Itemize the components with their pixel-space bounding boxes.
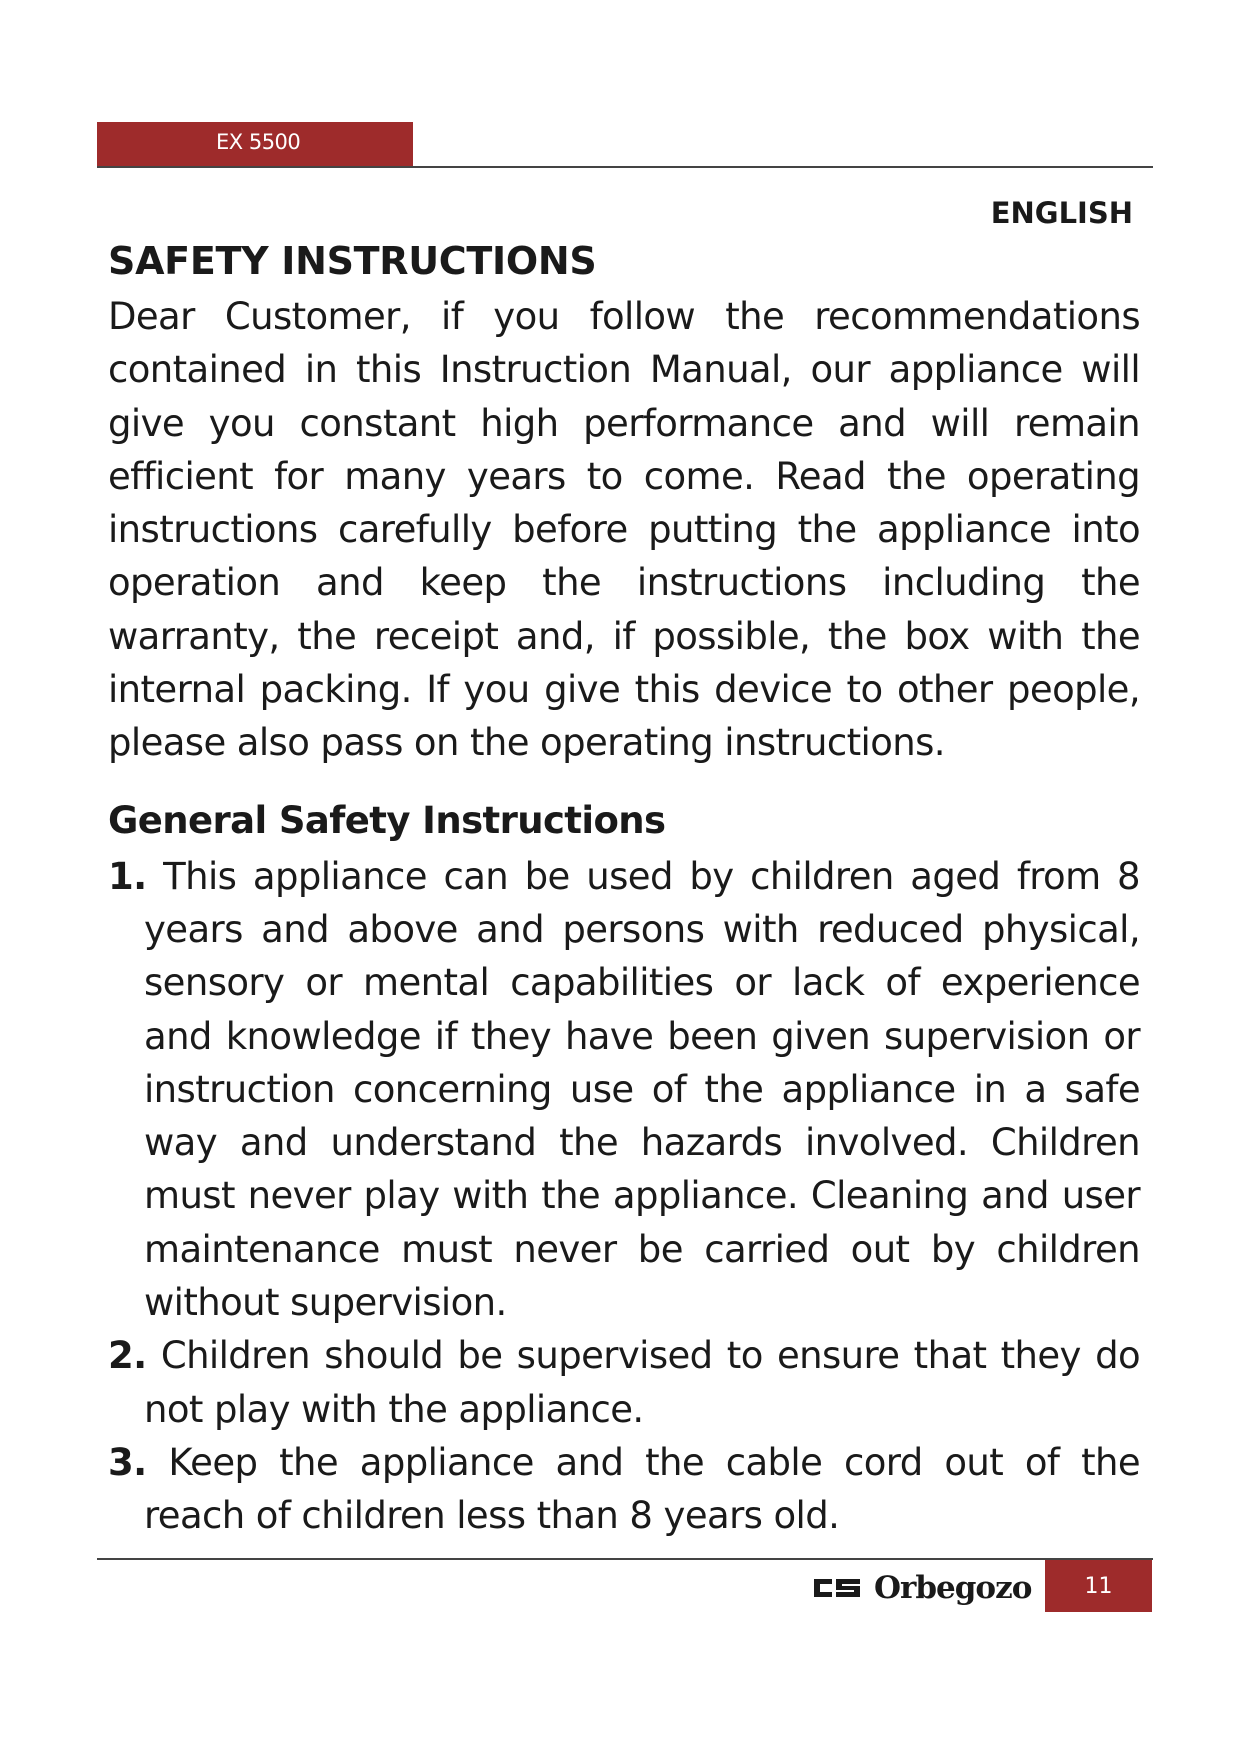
item-number: 3. xyxy=(108,1440,147,1484)
list-item xyxy=(108,1436,1140,1543)
brand-name: Orbegozo xyxy=(874,1570,1032,1606)
page-content xyxy=(108,232,1140,1543)
language-label: ENGLISH xyxy=(990,196,1133,230)
item-number: 2. xyxy=(108,1334,147,1378)
header-divider xyxy=(97,166,1153,168)
brand-logo xyxy=(812,1562,1031,1614)
section-title: General Safety Instructions xyxy=(108,798,666,842)
page-number: 11 xyxy=(1084,1573,1113,1599)
footer-divider xyxy=(97,1558,1153,1560)
item-number: 1. xyxy=(108,854,147,898)
item-text: Children should be supervised to ensure that they do not play with the appliance. xyxy=(144,1334,1141,1431)
intro-paragraph: Dear Customer, if you follow the recommendations contained in this Instruction Manual, our appliance will give you constant high performance and will remain efficient for many years to come. Read the operating instructions carefully before putting the appliance into operation and keep the instructions including the warranty, the receipt and, if possible, the box with the internal packing. If you give this device to other people, please also pass on the operating instructions. xyxy=(108,295,1140,765)
list-item xyxy=(108,850,1140,1330)
orbegozo-logo-mark-icon xyxy=(812,1575,862,1601)
model-name: EX 5500 xyxy=(216,130,301,154)
list-item xyxy=(108,1329,1140,1436)
item-text: Keep the appliance and the cable cord out of the reach of children less than 8 years old. xyxy=(144,1440,1140,1538)
safety-list xyxy=(108,850,1140,1543)
page-title: SAFETY INSTRUCTIONS xyxy=(108,239,597,283)
item-text: This appliance can be used by children aged from 8 years and above and persons with reduced physical, sensory or mental capabilities or lack of experience and knowledge if they have been given supervision or instruction concerning use of the appliance in a safe way and understand the hazards involved. Children must never play with the appliance. Cleaning and user maintenance must never be carried out by children without supervision. xyxy=(144,854,1140,1325)
page-number-badge xyxy=(1045,1560,1152,1612)
